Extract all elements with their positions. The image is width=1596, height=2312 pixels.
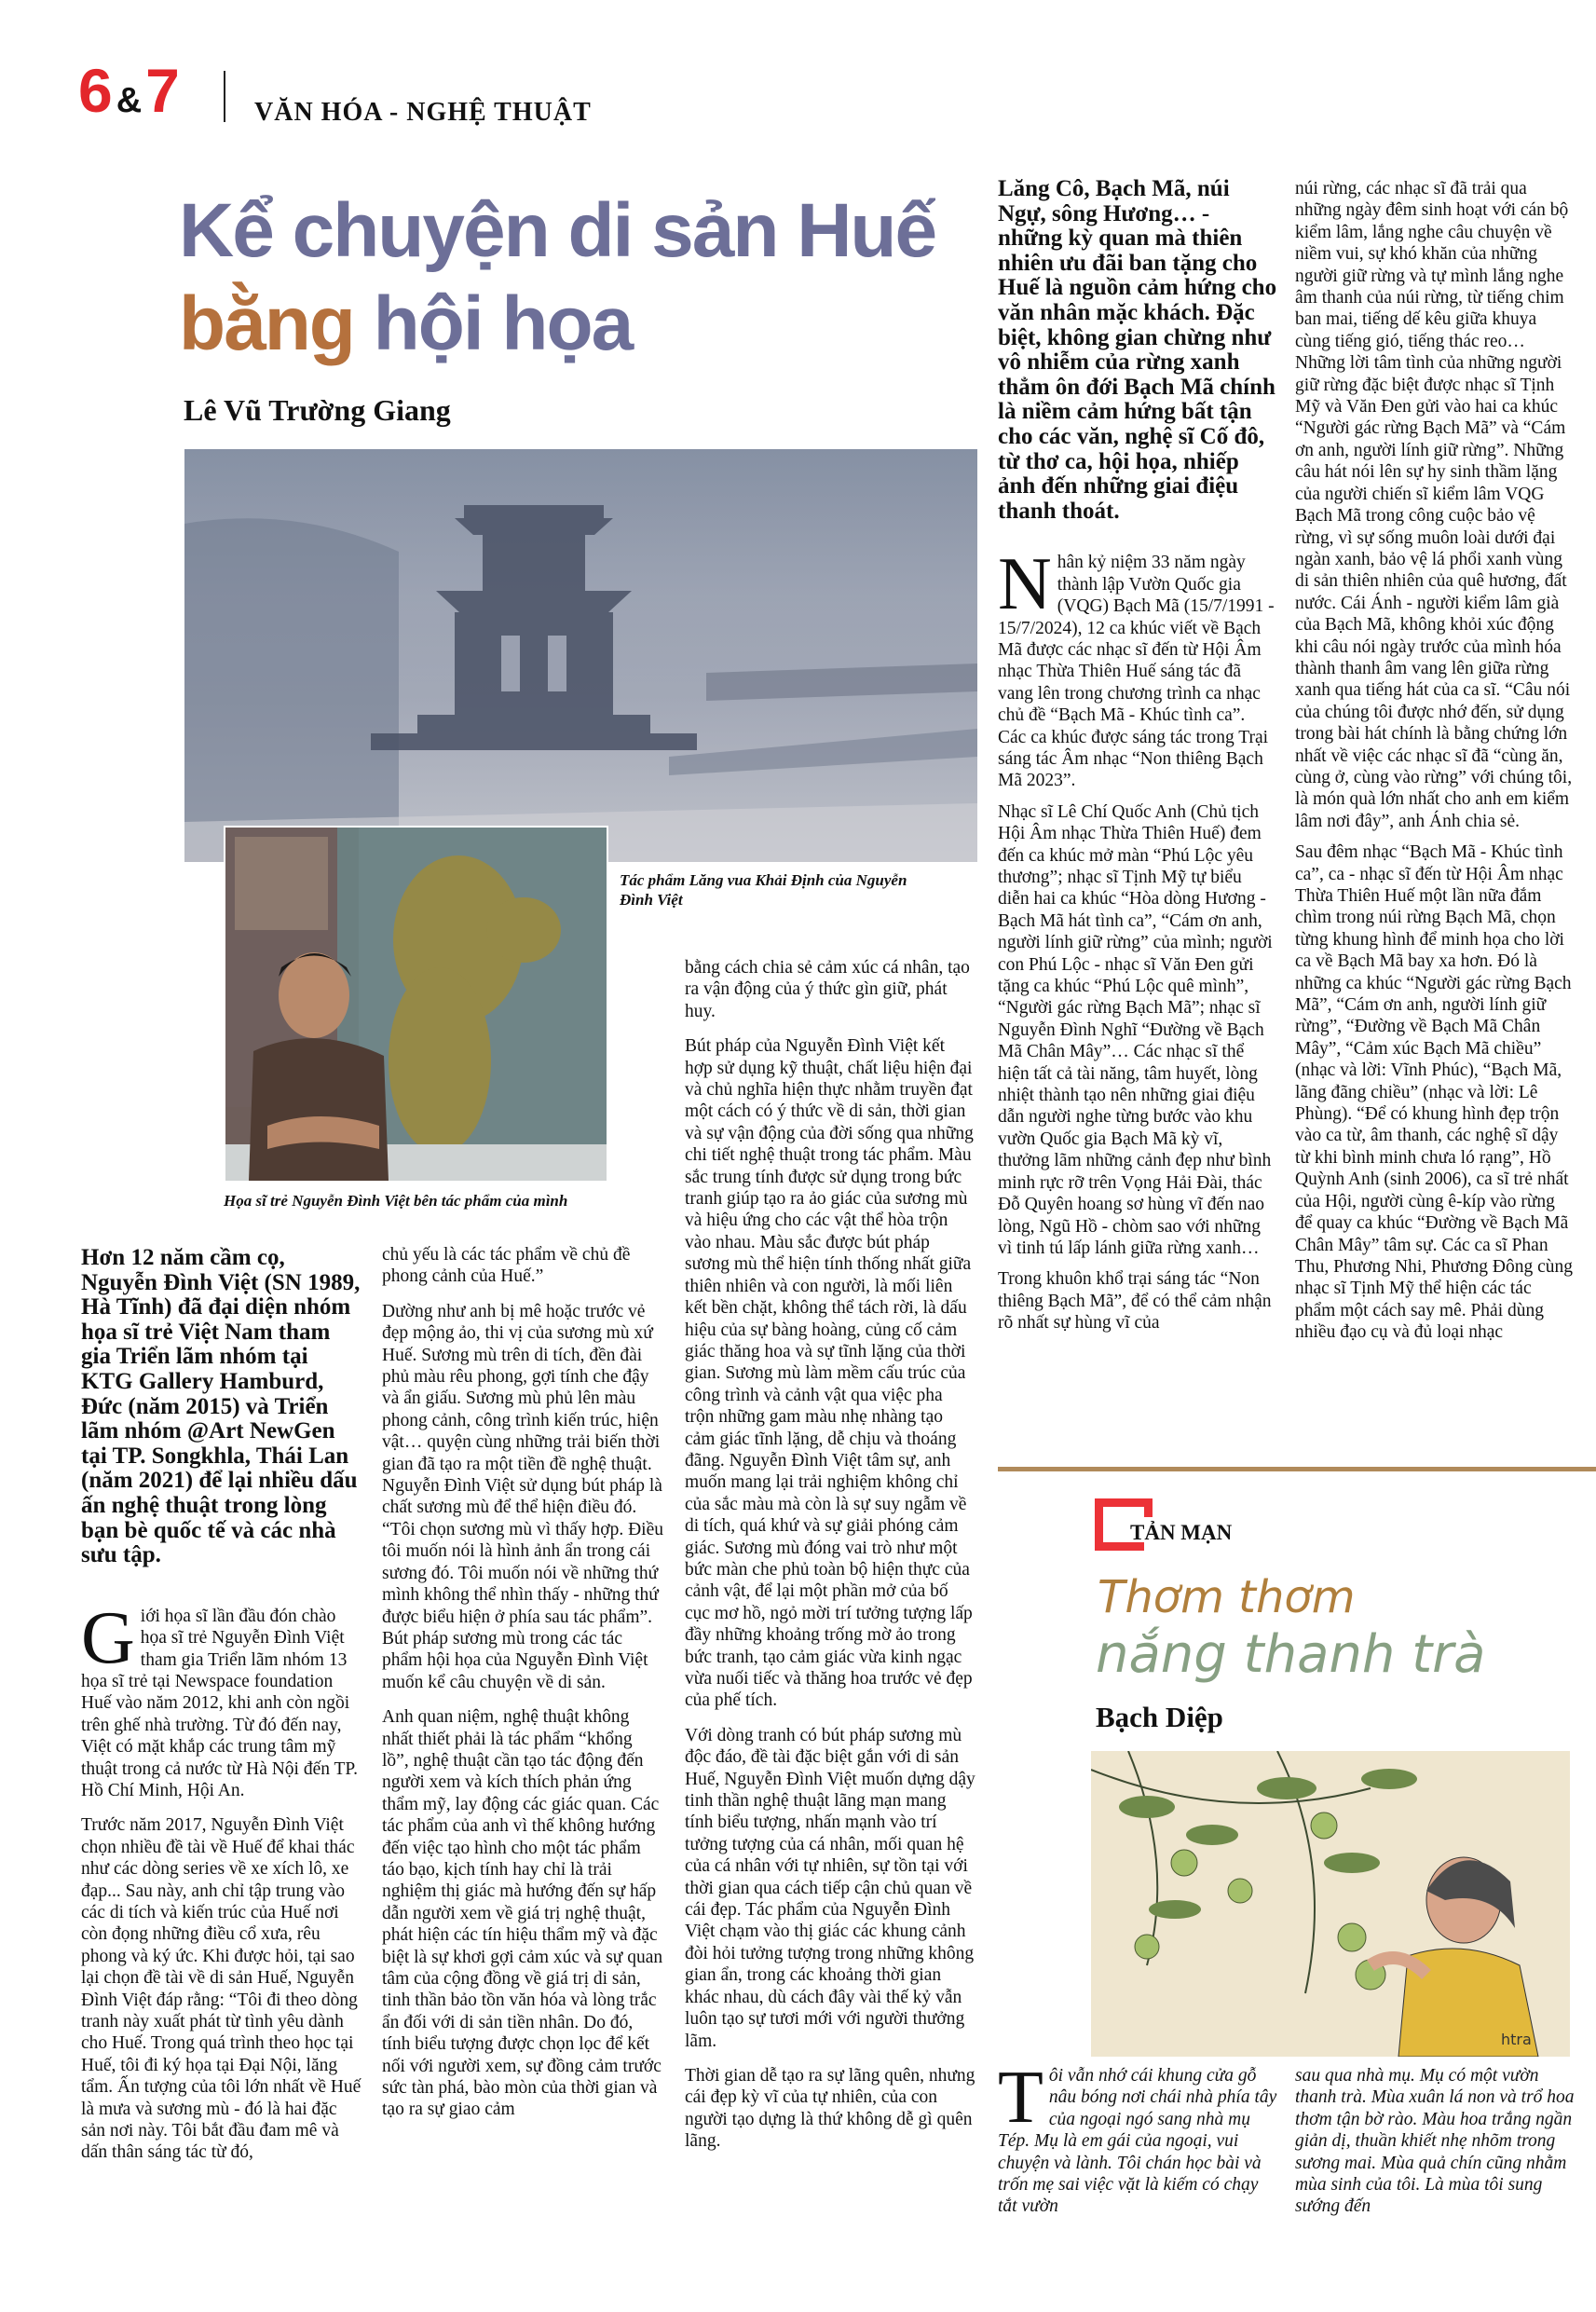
paragraph: Dường như anh bị mê hoặc trước vẻ đẹp mộng ảo, thi vị của sương mù xứ Huế. Sương mù trên di tích, đền đài phủ màu rêu phong, gợi tính che đậy và ẩn giấu. Sương mù phủ lên màu phong cảnh, công trình kiến trúc, hiện vật… quyện cùng những trải biến thời gian đã tạo ra một tiền đề nghệ thuật. Nguyễn Đình Việt sử dụng bút pháp là chất sương mù để thể hiện điều đó. “Tôi chọn sương mù vì thấy hợp. Điều tôi muốn nói là hình ảnh ẩn trong cái sương đó. Tôi muốn nói về những thứ mình không thể nhìn thấy - những thứ được biểu hiện ở phía sau tác phẩm”. Bút pháp sương mù trong các tác phẩm hội họa của Nguyễn Đình Việt muốn kể câu chuyện về di sản. [382, 1301, 663, 1692]
header-divider [224, 71, 225, 122]
page-left: 6 [78, 56, 113, 125]
article-column-2 [382, 1244, 663, 2134]
paragraph: bằng cách chia sẻ cảm xúc cá nhân, tạo ra vận động của ý thức gìn giữ, phát huy. [685, 958, 970, 1021]
page-right: 7 [145, 56, 180, 125]
story2-column-5 [1295, 178, 1575, 1353]
artist-signature: htra [1501, 2031, 1532, 2048]
paragraph [81, 1596, 361, 1802]
story3-author: Bạch Diệp [1096, 1701, 1223, 1733]
woman-picking-fruit-illustration [1091, 1751, 1570, 2057]
paragraph: Thời gian dễ tạo ra sự lãng quên, nhưng cái đẹp kỳ vĩ của tự nhiên, của con người tạo dựng là thứ không dễ gì quên lãng. [685, 2065, 975, 2152]
painting-photo [184, 449, 977, 862]
caption-painting: Tác phẩm Lăng vua Khải Định của Nguyễn Đình Việt [620, 871, 907, 909]
section-title: VĂN HÓA - NGHỆ THUẬT [254, 98, 592, 127]
story3-column-b: sau qua nhà mụ. Mụ có một vườn thanh trà. Mùa xuân lá non và trổ hoa thơm tận bờ rào. Màu hoa trắng ngần giản dị, thuần khiết nhẹ nhõm trong sương mai. Mùa quả chín cũng nhằm mùa sinh của tôi. Là mùa tôi sung sướng đến [1295, 2066, 1575, 2217]
article-title-line2 [179, 280, 632, 369]
paragraph: chủ yếu là các tác phẩm về chủ đề phong cảnh của Huế.” [382, 1245, 631, 1287]
drop-cap: N [998, 543, 1052, 626]
caption-artist: Họa sĩ trẻ Nguyễn Đình Việt bên tác phẩm của mình [224, 1192, 568, 1210]
paragraph: Trong khuôn khổ trại sáng tác “Non thiêng Bạch Mã”, để có thể cảm nhận rõ nhất sự hùng vĩ của [998, 1269, 1272, 1334]
artist-portrait-image [225, 828, 607, 1181]
paragraph-text: hân kỷ niệm 33 năm ngày thành lập Vườn Quốc gia (VQG) Bạch Mã (15/7/1991 - 15/7/2024), 12 ca khúc viết về Bạch Mã được các nhạc sĩ đến từ Hội Âm nhạc Thừa Thiên Huế sáng tác đã vang lên trong chương trình ca nhạc chủ đề “Bạch Mã - Khúc tình ca”. Các ca khúc được sáng tác trong Trại sáng tác Âm nhạc “Non thiêng Bạch Mã 2023”. [998, 553, 1275, 791]
article-lead: Hơn 12 năm cầm cọ, Nguyễn Đình Việt (SN 1989, Hà Tĩnh) đã đại diện nhóm họa sĩ trẻ Việt Nam tham gia Triển lãm nhóm tại KTG Gallery Hamburd, Đức (năm 2015) và Triển lãm nhóm @Art NewGen tại TP. Songkhla, Thái Lan (năm 2021) để lại nhiều dấu ấn nghệ thuật trong lòng bạn bè quốc tế và các nhà sưu tập. [81, 1245, 361, 1568]
story2-column-4 [998, 177, 1277, 1344]
story3-title-line1: Thơm thơm [1098, 1571, 1356, 1623]
article-column-1 [81, 1246, 361, 2177]
story3-illustration [1091, 1751, 1570, 2057]
paragraph: Trước năm 2017, Nguyễn Đình Việt chọn nhiều đề tài về Huế để khai thác như các dòng series về xe xích lô, xe đạp... Sau này, anh chỉ tập trung vào các di tích và kiến trúc của Huế nơi còn đọng những điều cổ xưa, rêu phong và ký ức. Khi được hỏi, tại sao lại chọn đề tài về di sản Huế, Nguyễn Đình Việt đáp rằng: “Tôi đi theo dòng tranh này xuất phát từ tình yêu dành cho Huế. Trong quá trình theo học tại Huế, tôi đi ký họa tại Đại Nội, lăng tẩm. Ấn tượng của tôi lớn nhất về Huế là mưa và sương mù - đó là hai đặc sản nơi này. Tôi bắt đầu đam mê và dấn thân sáng tác từ đó, [81, 1815, 361, 2163]
story2-lead: Lăng Cô, Bạch Mã, núi Ngự, sông Hương… - những kỳ quan mà thiên nhiên ưu đãi ban tặng cho Huế là nguồn cảm hứng cho văn nhân mặc khách. Đặc biệt, không gian chừng như vô nhiễm của rừng xanh thẳm ôn đới Bạch Mã chính là niềm cảm hứng bất tận cho các văn, nghệ sĩ Cố đô, từ thơ ca, hội họa, nhiếp ảnh đến những giai điệu thanh thoát. [998, 176, 1277, 524]
paragraph: Sau đêm nhạc “Bạch Mã - Khúc tình ca”, ca - nhạc sĩ đến từ Hội Âm nhạc Thừa Thiên Huế một lần nữa đắm chìm trong núi rừng Bạch Mã, chọn từng khung hình để minh họa cho lời ca về Bạch Mã bay xa hơn. Đó là những ca khúc “Người gác rừng Bạch Mã”, “Cám ơn anh, người lính giữ rừng”, “Đường về Bạch Mã Chân Mây”, “Cảm xúc Bạch Mã chiều” (nhạc và lời: Vĩnh Phúc), “Bạch Mã, lãng đãng chiều” (nhạc và lời: Lê Phùng). “Để có khung hình đẹp trộn vào ca từ, âm thanh, các nghệ sĩ dậy từ khi bình minh chưa ló rạng”, Hồ Quỳnh Anh (sinh 2006), ca sĩ trẻ nhất của Hội, người cùng ê-kíp vào rừng để quay ca khúc “Đường về Bạch Mã Chân Mây” tâm sự. Các ca sĩ Phan Thu, Phương Nhi, Phương Đông cùng nhạc sĩ Tịnh Mỹ thể hiện các tác phẩm một cách say mê. Phải dùng nhiều đạo cụ và đủ loại nhạc [1295, 842, 1573, 1343]
paragraph: Anh quan niệm, nghệ thuật không nhất thiết phải là tác phẩm “khổng lồ”, nghệ thuật cần tạo tác động đến người xem và kích thích phản ứng thẩm mỹ, lay động các giác quan. Các tác phẩm của anh vì thế không hướng đến việc tạo hình cho một tác phẩm táo bạo, kịch tính hay chỉ là trải nghiệm thị giác mà hướng đến sự hấp dẫn người xem về giá trị nghệ thuật, phát hiện các tín hiệu thẩm mỹ và đặc biệt là sự khơi gợi cảm xúc và sự quan tâm của cộng đồng về giá trị di sản, tinh thần bảo tồn văn hóa và lòng trắc ẩn đối với di sản tiền nhân. Do đó, tính biểu tượng được chọn lọc để kết nối với người xem, sự đồng cảm trước sức tàn phá, bào mòn của thời gian và tạo ra sự giao cảm [382, 1707, 663, 2120]
article-title-line1: Kể chuyện di sản Huế [179, 188, 936, 273]
paragraph: Bút pháp của Nguyễn Đình Việt kết hợp sử dụng kỹ thuật, chất liệu hiện đại và chủ nghĩa hiện thực nhằm truyền đạt một cách có ý thức về di sản, thời gian và sự vận động của đời sống qua những chi tiết nghệ thuật trong tác phẩm. Màu sắc trung tính được sử dụng trong bức tranh giúp tạo ra ảo giác của sương mù và hiệu ứng cho các vật thể hòa trộn vào nhau. Màu sắc được bút pháp sương mù thể hiện tính thống nhất giữa thiên nhiên và con người, là mối liên kết bền chặt, không thể tách rời, là dấu hiệu của sự bàng hoàng, củng cố cảm giác thăng hoa và sự tĩnh lặng của thời gian. Sương mù làm mềm cấu trúc của công trình và cảnh vật qua việc pha trộn những gam màu nhẹ nhàng tạo cảm giác tĩnh lặng, dễ chịu và thoáng đãng. Nguyễn Đình Việt tâm sự, anh muốn mang lại trải nghiệm không chỉ của sắc màu mà còn là sự suy ngẫm về di tích, quá khứ và sự giải phóng cảm giác. Sương mù đóng vai trò như một bức màn che phủ toàn bộ hiện thực của cảnh vật, để lại một phần mở của bố cục mơ hồ, ngỏ mời trí tưởng tượng lấp đầy những khoảng trống mờ ảo trong bức tranh, tạo cảm giác vừa kinh ngạc vừa nuối tiếc và thăng hoa trước vẻ đẹp của phế tích. [685, 1036, 974, 1711]
story3-kicker: TẢN MẠN [1130, 1521, 1233, 1544]
story3-title-line2: nắng thanh trà [1096, 1624, 1486, 1685]
drop-cap: G [81, 1596, 135, 1679]
title-rest: hội họa [353, 281, 633, 366]
artist-photo [224, 826, 608, 1183]
mausoleum-painting-image [184, 449, 977, 862]
ampersand: & [116, 81, 143, 120]
paragraph: Với dòng tranh có bút pháp sương mù độc đáo, đề tài đặc biệt gắn với di sản Huế, Nguyễn Đình Việt muốn dựng dậy tinh thần nghệ thuật lãng mạn mang tính biểu tượng, nhấn mạnh vào trí tưởng tượng của cá nhân, mối quan hệ của cá nhân với tự nhiên, sự tồn tại với thời gian qua cách tiếp cận chủ quan về cái đẹp. Tác phẩm của Nguyễn Đình Việt chạm vào thị giác các khung cảnh đòi hỏi tưởng tượng trong những không gian ẩn, trong các khoảng thời gian khác nhau, dù cách đây vài thế kỷ vẫn luôn tạo sự tươi mới với người thưởng lãm. [685, 1725, 975, 2051]
paragraph: Nhạc sĩ Lê Chí Quốc Anh (Chủ tịch Hội Âm nhạc Thừa Thiên Huế) đem đến ca khúc mở màn “Phú Lộc yêu thương”; nhạc sĩ Tịnh Mỹ tự biểu diễn hai ca khúc “Hòa dòng Hương - Bạch Mã hát tình ca”, “Cám ơn anh, người lính giữ rừng” của mình; người con Phú Lộc - nhạc sĩ Văn Đen gửi tặng ca khúc “Phú Lộc quê mình”, “Người gác rừng Bạch Mã”; nhạc sĩ Nguyễn Đình Nghĩ “Đường về Bạch Mã Chân Mây”… Các nhạc sĩ thể hiện tất cả tài năng, tâm huyết, lòng nhiệt thành tạo nên những giai điệu dẫn người nghe từng bước vào khu vườn Quốc gia Bạch Mã kỳ vĩ, thưởng lãm những cảnh đẹp như bình minh rực rỡ trên Vọng Hải Đài, thác Đỗ Quyên hoang sơ hùng vĩ đến nao lòng, Ngũ Hồ - chòm sao với những vì tinh tú lấp lánh giữa rừng xanh… [998, 801, 1273, 1258]
paragraph: núi rừng, các nhạc sĩ đã trải qua những ngày đêm sinh hoạt với cán bộ kiểm lâm, lắng nghe câu chuyện về niềm vui, sự khó khăn của những người giữ rừng và tự mình lắng nghe âm thanh của núi rừng, từ tiếng chim ban mai, tiếng dế kêu giữa khuya cùng tiếng gió, tiếng thác reo… Những lời tâm tình của những người giữ rừng đặc biệt được nhạc sĩ Tịnh Mỹ và Văn Đen gửi vào hai ca khúc “Người gác rừng Bạch Mã” và “Cám ơn anh, người lính giữ rừng”. Những câu hát nói lên sự hy sinh thầm lặng của người chiến sĩ kiểm lâm VQG Bạch Mã trong công cuộc bảo vệ rừng, vì sự sống muôn loài dưới đại ngàn xanh, bảo vệ lá phổi xanh vùng di sản thiên nhiên của quê hương, đất nước. Cái Ánh - người kiểm lâm già của Bạch Mã, không khỏi xúc động khi câu nói ngày trước của mình hóa thành thanh âm vang lên giữa rừng xanh qua tiếng hát của ca sĩ. “Câu nói của chúng tôi được nhớ đến, sử dụng trong bài hát chính là bằng chứng lớn nhất về việc các nhạc sĩ đã “cùng ăn, cùng ở, cùng vào rừng” với chúng tôi, là món quà lớn nhất cho anh em kiểm lâm nơi đây”, anh Ánh chia sẻ. [1295, 179, 1573, 831]
paragraph-text: ôi vẫn nhớ cái khung cửa gỗ nâu bóng nơi chái nhà phía tây của ngoại ngó sang nhà mụ Tép. Mụ là em gái của ngoại, vui chuyện và lành. Tôi chán học bài và trốn mẹ sai việc vặt là kiếm có chạy tắt vườn [998, 2066, 1277, 2217]
paragraph-text: iới họa sĩ lần đầu đón chào họa sĩ trẻ Nguyễn Đình Việt tham gia Triển lãm nhóm 13 họa sĩ trẻ tại Newspace foundation Huế vào năm 2012, khi anh còn ngồi trên ghế nhà trường. Từ đó đến nay, Việt có mặt khắp các trung tâm mỹ thuật trong cả nước từ Hà Nội đến TP. Hồ Chí Minh, Hội An. [81, 1606, 358, 1800]
paragraph [998, 543, 1277, 791]
article-column-3 [685, 957, 975, 2166]
drop-cap: T [998, 2057, 1044, 2139]
section-rule [998, 1467, 1596, 1471]
title-accent: bằng [179, 281, 354, 366]
article-author: Lê Vũ Trường Giang [184, 393, 451, 427]
story3-column-a [998, 2057, 1277, 2218]
page-number [78, 58, 180, 133]
